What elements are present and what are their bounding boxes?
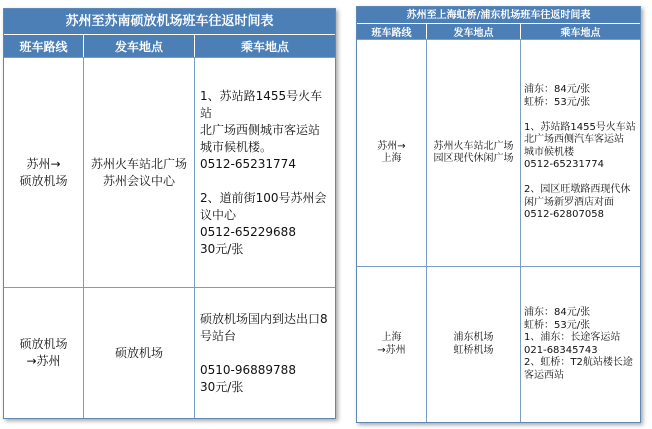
suzhou-shanghai-shuttle-table: [356, 6, 641, 423]
depart-cell: 苏州火车站北广场 园区现代休闲广场: [427, 40, 521, 266]
table-header: [357, 24, 640, 39]
header-board: 乘车地点: [560, 28, 601, 39]
board-cell: 1、苏站路1455号火车站 北广场西侧城市客运站 城市候机楼。 0512-65231774 2、道前街100号苏州会 议中心 0512-65229688 30元/张: [200, 88, 327, 256]
header-board: 乘车地点: [240, 39, 289, 54]
board-cell: 浦东：84元/张 虹桥：53元/张 1、浦东：长途客运站 021-68345743 2、虹桥：T2航站楼长途 客运西站: [524, 307, 633, 381]
table-row: [4, 57, 335, 287]
depart-cell: 硕放机场: [84, 288, 195, 418]
route-cell: 苏州→ 硕放机场: [4, 58, 84, 287]
board-cell: 浦东：84元/张 虹桥：53元/张 1、苏站路1455号火车站 北广场西侧汽车客运站 城市候机楼 0512-65231774 2、园区旺墩路西现代休 闲广场新罗酒店对面 0512-62807058: [524, 84, 636, 221]
table-row: [357, 39, 640, 266]
route-cell: 上海 →苏州: [357, 267, 427, 422]
table-title: 苏州至上海虹桥/浦东机场班车往返时间表: [357, 7, 640, 24]
table-title: 苏州至苏南硕放机场班车往返时间表: [4, 9, 335, 35]
header-depart: 发车地点: [427, 24, 521, 39]
table-row: [357, 266, 640, 422]
route-cell: 苏州→ 上海: [357, 40, 427, 266]
header-route: 班车路线: [4, 35, 84, 57]
depart-cell: 浦东机场 虹桥机场: [427, 267, 521, 422]
table-header: [4, 35, 335, 57]
board-cell: 硕放机场国内到达出口8 号站台 0510-96889788 30元/张: [200, 311, 328, 394]
route-cell: 硕放机场 →苏州: [4, 288, 84, 418]
depart-cell: 苏州火车站北广场 苏州会议中心: [84, 58, 195, 287]
table-row: [4, 287, 335, 418]
header-route: 班车路线: [357, 24, 427, 39]
header-depart: 发车地点: [84, 35, 195, 57]
suzhou-sunan-shuttle-table: [3, 8, 336, 419]
